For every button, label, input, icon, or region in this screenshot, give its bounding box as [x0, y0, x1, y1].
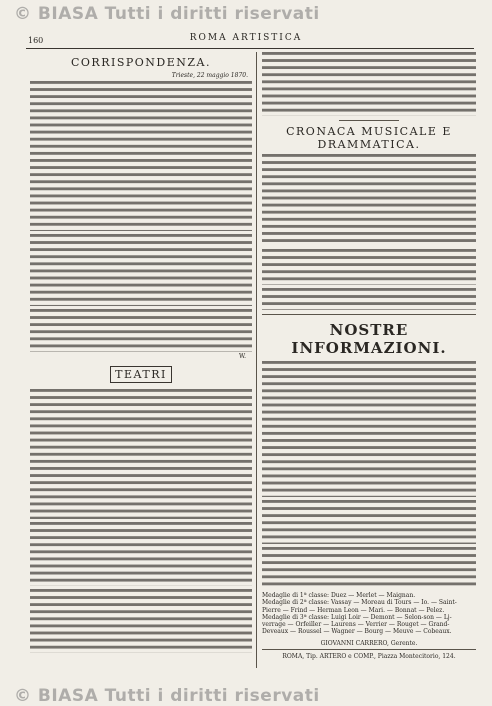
article-body-cronaca-2: [262, 249, 476, 285]
right-column: [262, 52, 476, 660]
article-body-informazioni-2: [262, 500, 476, 544]
section-title-informazioni: NOSTRE INFORMAZIONI.: [291, 321, 447, 357]
section-rule: [339, 120, 399, 121]
imprint-rule: [262, 649, 476, 650]
article-body-informazioni-3: [262, 547, 476, 589]
list-item: verrage — Orfeiller — Laurens — Verrier — Rouget — Grand-: [262, 621, 450, 629]
list-item: Medaglie di 2ª classe: Vassay — Moreau di Tours — Io. — Saint-: [262, 599, 457, 607]
article-body-corrispondenza-2: [30, 234, 252, 306]
list-item: Deveaux — Roussel — Wagner — Bourg — Meuve — Cobeaux.: [262, 628, 452, 636]
article-body-corrispondenza-1: [30, 81, 252, 231]
article-body-informazioni-1: [262, 361, 476, 497]
article-body-teatri-1: [30, 389, 252, 519]
article-body-teatri-3: [30, 589, 252, 653]
watermark-bottom: © BIASA Tutti i diritti riservati: [14, 686, 320, 706]
article-body-teatri-2: [30, 522, 252, 586]
article-body-continued: [262, 52, 476, 116]
dateline: Trieste, 22 maggio 1870.: [171, 72, 248, 79]
article-body-corrispondenza-3: [30, 309, 252, 352]
section-title-teatri: TEATRI: [110, 366, 172, 383]
gerente-line: GIOVANNI CARRERO, Gerente.: [320, 639, 418, 647]
watermark-top: © BIASA Tutti i diritti riservati: [14, 4, 320, 24]
awards-list: [262, 592, 476, 636]
left-column: [30, 52, 252, 653]
signature: W.: [238, 353, 246, 360]
column-divider: [256, 52, 257, 668]
section-title-cronaca: CRONACA MUSICALE E DRAMMATICA.: [286, 125, 452, 151]
article-body-cronaca-1: [262, 154, 476, 246]
list-item: Medaglie di 1ª classe: Duez — Merlet — Maignan.: [262, 592, 416, 599]
section-title-corrispondenza: CORRISPONDENZA.: [71, 56, 211, 69]
section-rule-2: [262, 314, 476, 315]
list-item: Medaglie di 3ª classe: Luigi Loir — Demont — Selon-son — Lj-: [262, 613, 452, 621]
imprint: ROMA, Tip. ARTERO e COMP., Piazza Montecitorio, 124.: [282, 652, 456, 660]
page-number: 160: [28, 36, 44, 45]
running-head: ROMA ARTISTICA: [189, 33, 303, 43]
article-body-cronaca-3: [262, 288, 476, 310]
list-item: Pierre — Frind — Herman Leon — Mari. — Bonnat — Pelez.: [262, 606, 445, 614]
header-rule: [26, 48, 474, 49]
